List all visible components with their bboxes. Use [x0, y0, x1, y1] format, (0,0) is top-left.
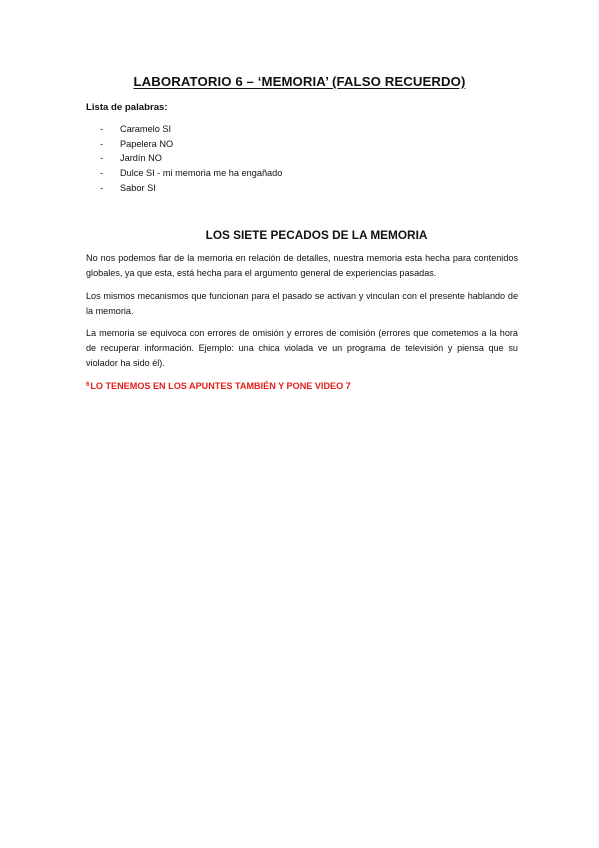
list-item-text: Dulce SI - mi memoria me ha engañado [120, 168, 283, 179]
section-heading: LOS SIETE PECADOS DE LA MEMORIA [205, 228, 428, 242]
red-note [86, 381, 351, 391]
list-item [100, 180, 282, 195]
page-title: LABORATORIO 6 – ‘MEMORIA’ (FALSO RECUERDO) [133, 74, 466, 89]
list-item [100, 166, 282, 181]
paragraph-mechanisms: Los mismos mecanismos que funcionan para el pasado se activan y vinculan con el presente hablando de la memoria. [86, 291, 518, 316]
list-item-text: Papelera NO [120, 138, 174, 149]
footnote-marker: 6 [86, 382, 90, 388]
list-bullet: - [100, 182, 104, 193]
list-bullet: - [100, 124, 104, 135]
list-item [100, 122, 282, 137]
list-item-text: Jardín NO [120, 153, 162, 164]
list-bullet: - [100, 168, 104, 179]
list-item [100, 137, 282, 152]
paragraph-errors: La memoria se equivoca con errores de omisión y errores de comisión (errores que cometemos a la hora de recuperar información. Ejemplo: una chica violada ve un programa de televisión y piensa que su violador ha sido él). [86, 328, 518, 368]
word-list-heading: Lista de palabras: [86, 102, 168, 113]
paragraph-details: No nos podemos fiar de la memoria en relación de detalles, nuestra memoria esta hecha para contenidos globales, ya que esta, está hecha para el argumento general de experiencias pasadas. [86, 253, 518, 278]
list-item [100, 151, 282, 166]
list-item-text: Caramelo SI [120, 124, 172, 135]
note-text: LO TENEMOS EN LOS APUNTES TAMBIÉN Y PONE VIDEO 7 [90, 381, 351, 391]
list-item-text: Sabor SI [120, 182, 156, 193]
word-list [100, 122, 282, 195]
list-bullet: - [100, 138, 104, 149]
list-bullet: - [100, 153, 104, 164]
